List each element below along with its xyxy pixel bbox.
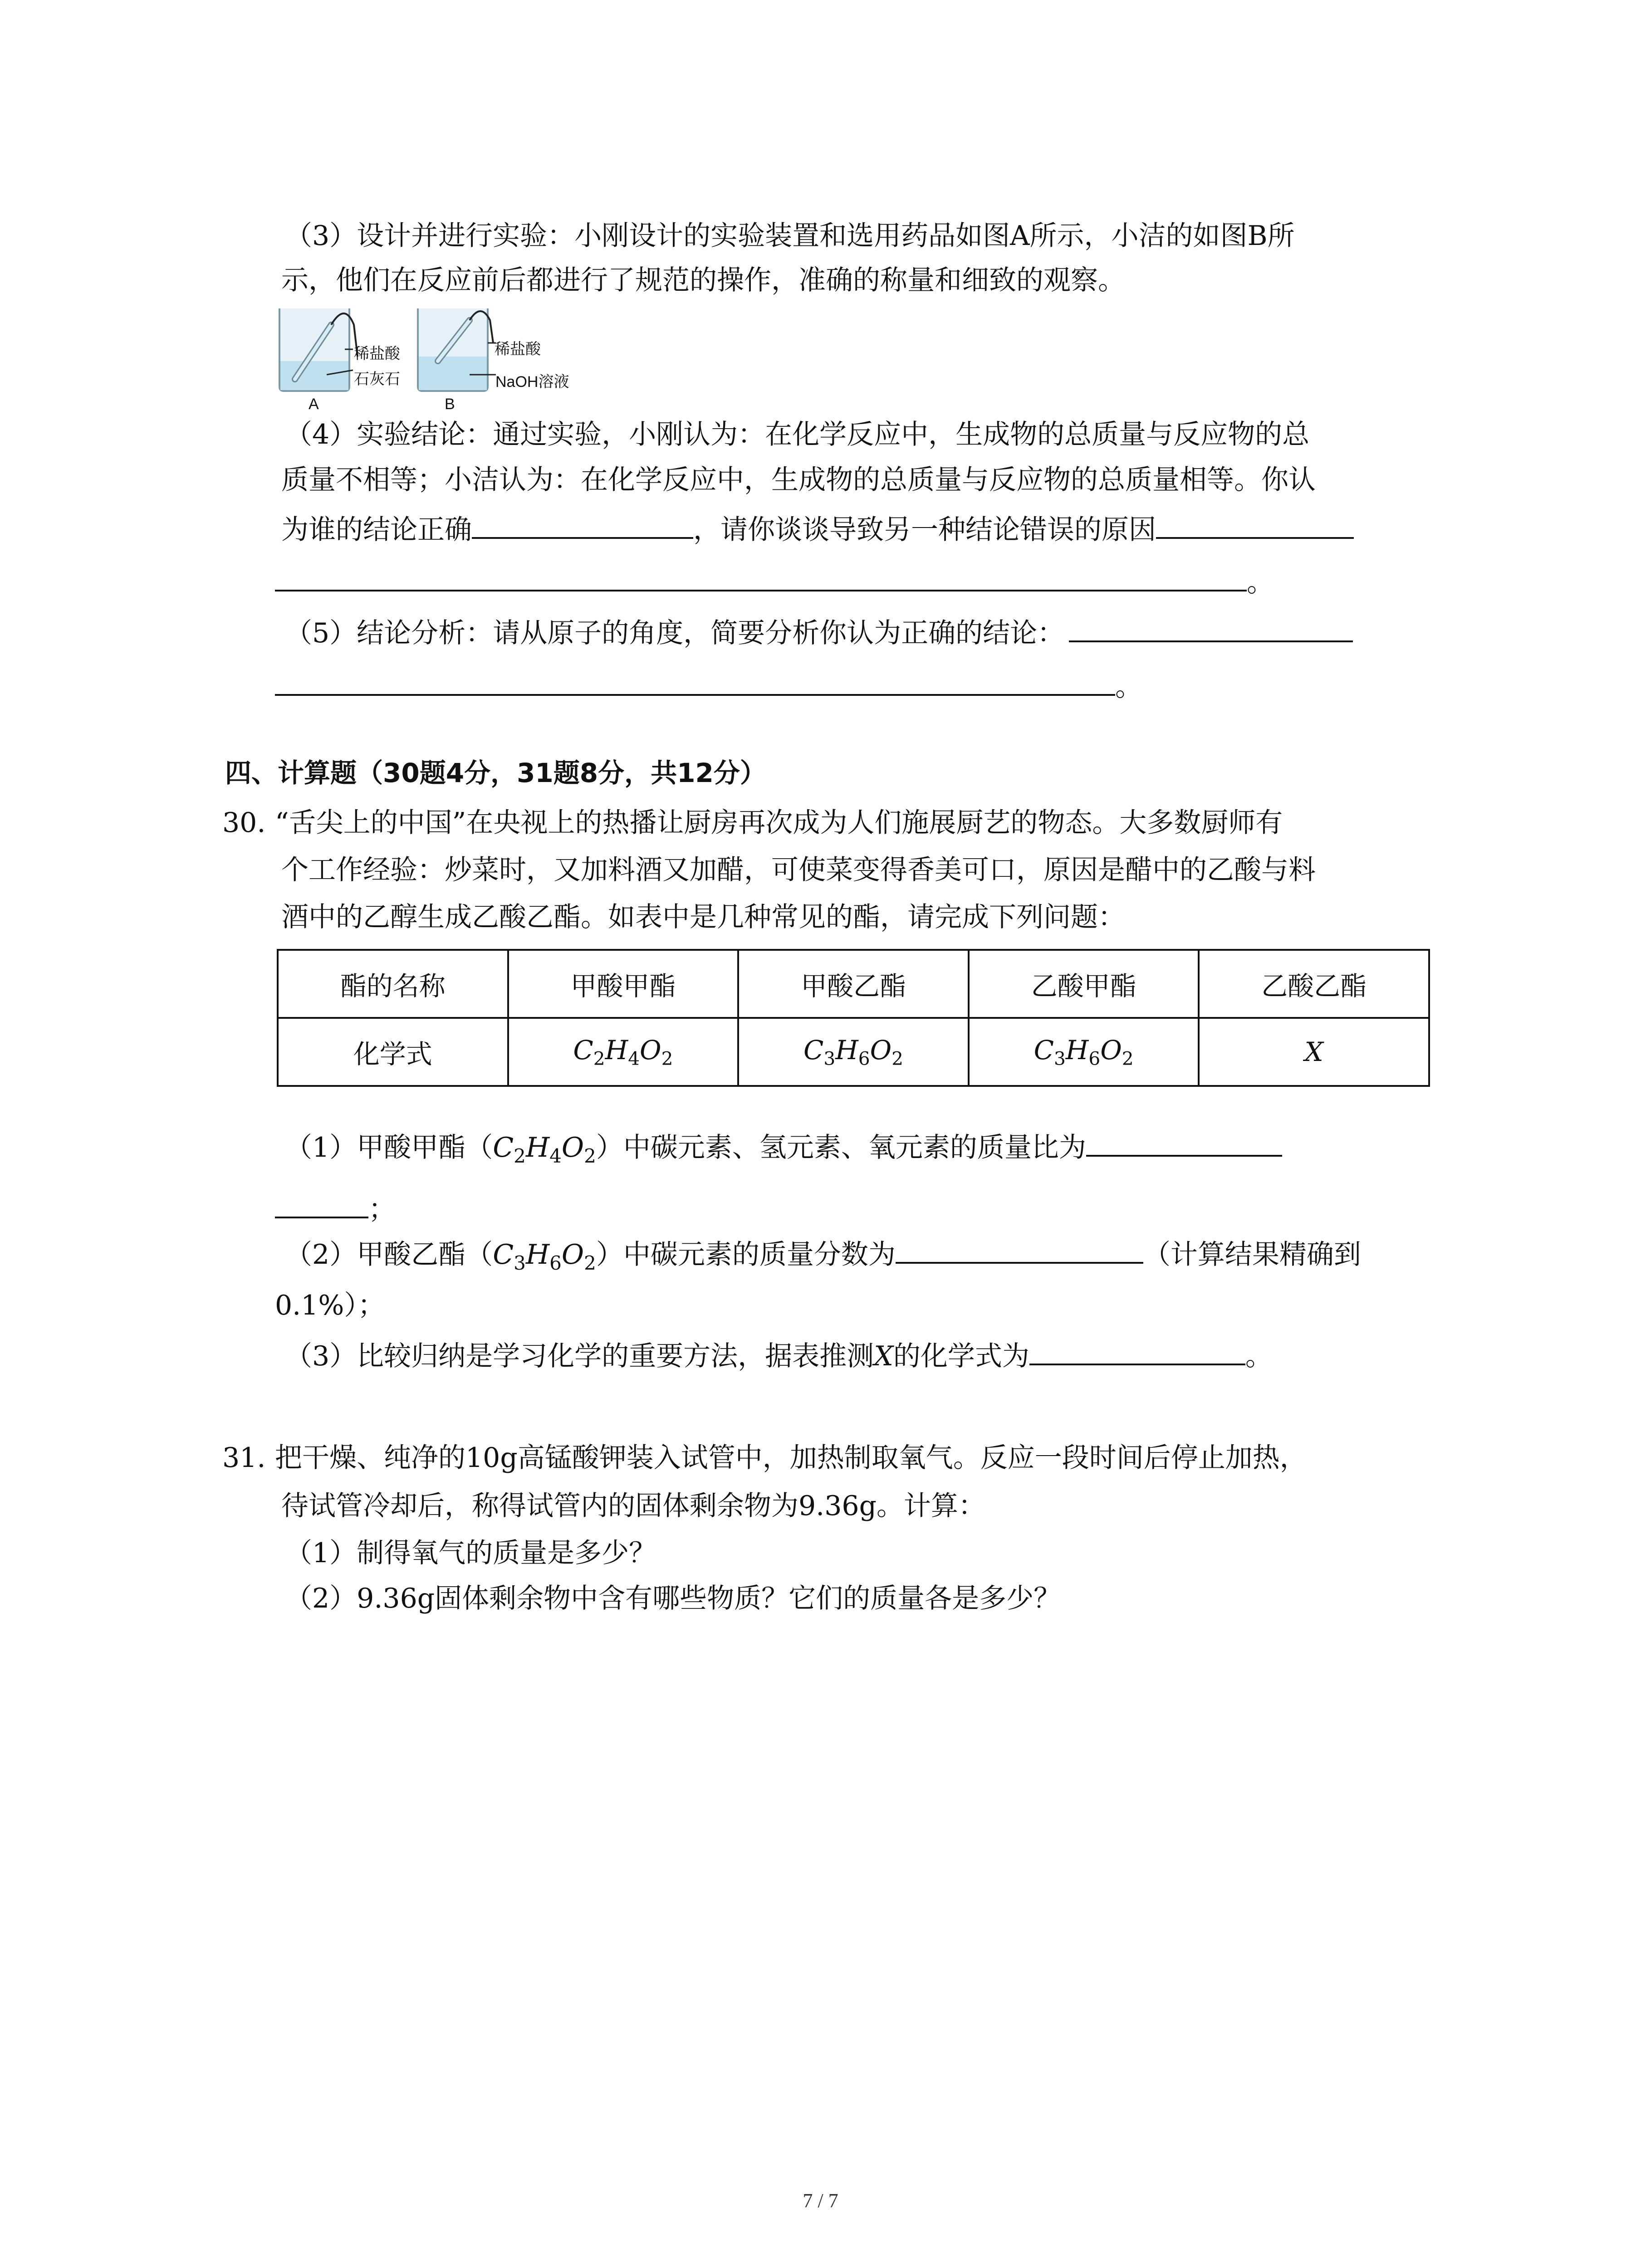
formula-cell: $C_3H_6O_2$ <box>738 1018 969 1086</box>
q5-line1 <box>285 615 1353 650</box>
q30-sub3-text-a: （3）比较归纳是学习化学的重要方法，据表推测 <box>285 1340 874 1372</box>
q30-sub2-formula: $C_3H_6O_2$ <box>493 1239 596 1274</box>
figure-b-naoh-label: NaOH溶液 <box>495 373 569 391</box>
q30-sub2-answer-blank[interactable] <box>896 1237 1143 1264</box>
page-number: 7 / 7 <box>803 2190 838 2212</box>
q30-sub2 <box>285 1237 1361 1281</box>
q30-line1: “舌尖上的中国”在央视上的热播让厨房再次成为人们施展厨艺的物态。大多数厨师有 <box>275 807 1283 839</box>
q31-sub2: （2）9.36g固体剩余物中含有哪些物质？它们的质量各是多少？ <box>285 1583 1061 1614</box>
q30-sub3-answer-blank[interactable] <box>1029 1338 1245 1365</box>
table-header-cell: 甲酸甲酯 <box>508 950 739 1018</box>
table-row-label: 化学式 <box>278 1018 508 1086</box>
beaker-b-icon <box>418 308 496 391</box>
q31-line2: 待试管冷却后，称得试管内的固体剩余物为9.36g。计算： <box>281 1490 986 1522</box>
q3-line1: （3）设计并进行实验：小刚设计的实验装置和选用药品如图A所示，小洁的如图B所 <box>285 220 1295 252</box>
q5-line2 <box>275 669 1142 704</box>
q30-sub1-end: ； <box>368 1193 396 1225</box>
q30-sub1-answer-blank[interactable] <box>1086 1129 1282 1157</box>
formula-cell: X <box>1199 1018 1429 1086</box>
q5-answer-blank[interactable] <box>1069 615 1353 642</box>
q30-sub1 <box>285 1129 1282 1173</box>
q5-end: 。 <box>1115 671 1142 703</box>
q31-number: 31. <box>222 1442 266 1474</box>
table-header-row <box>278 950 1429 1018</box>
q30-sub3 <box>285 1338 1273 1374</box>
q30-sub3-text-b: 的化学式为 <box>893 1340 1029 1372</box>
section-4-title: 四、计算题（30题4分，31题8分，共12分） <box>225 758 766 788</box>
q31-line1: 把干燥、纯净的10g高锰酸钾装入试管中，加热制取氧气。反应一段时间后停止加热， <box>275 1442 1307 1474</box>
q4-line3 <box>281 512 1354 547</box>
q30-sub1-cont <box>275 1191 396 1227</box>
q30-sub2-line2: 0.1%）； <box>275 1290 385 1321</box>
q30-sub3-x: X <box>874 1340 893 1372</box>
q30-line3: 酒中的乙醇生成乙酸乙酯。如表中是几种常见的酯，请完成下列问题： <box>281 901 1125 933</box>
q30-sub2-text-c: （计算结果精确到 <box>1143 1239 1361 1271</box>
q30-sub3-end: 。 <box>1245 1340 1273 1372</box>
table-header-cell: 酯的名称 <box>278 950 508 1018</box>
q30-sub1-text-b: ）中碳元素、氢元素、氧元素的质量比为 <box>596 1132 1086 1163</box>
figure-a-letter: A <box>309 396 319 413</box>
q31-sub1: （1）制得氧气的质量是多少？ <box>285 1537 656 1569</box>
figure-a-acid-label: 稀盐酸 <box>354 345 400 362</box>
q30-sub2-text-a: （2）甲酸乙酯（ <box>285 1239 493 1271</box>
q30-sub2-text-b: ）中碳元素的质量分数为 <box>596 1239 896 1271</box>
q4-line4 <box>275 564 1274 600</box>
q4-line1: （4）实验结论：通过实验，小刚认为：在化学反应中，生成物的总质量与反应物的总 <box>285 419 1310 450</box>
q4-end: 。 <box>1247 567 1274 598</box>
table-header-cell: 甲酸乙酯 <box>738 950 969 1018</box>
q30-number: 30. <box>222 807 266 839</box>
q5-answer-blank-cont[interactable] <box>275 669 1115 696</box>
figure-a-stone-label: 石灰石 <box>354 371 400 388</box>
q30-sub1-answer-blank-cont[interactable] <box>275 1191 368 1218</box>
ester-table <box>277 949 1430 1087</box>
q4-answer-blank-correct[interactable] <box>472 512 693 539</box>
q4-answer-blank-reason[interactable] <box>1156 512 1354 539</box>
q4-line3-text-a: 为谁的结论正确 <box>281 514 472 546</box>
q30-sub1-formula: $C_2H_4O_2$ <box>493 1132 596 1167</box>
q30-line2: 个工作经验：炒菜时，又加料酒又加醋，可使菜变得香美可口，原因是醋中的乙酸与料 <box>281 854 1316 886</box>
q30-sub1-text-a: （1）甲酸甲酯（ <box>285 1132 493 1163</box>
formula-cell: $C_3H_6O_2$ <box>969 1018 1199 1086</box>
q4-line3-text-b: ，请你谈谈导致另一种结论错误的原因 <box>693 514 1156 546</box>
beaker-a-icon <box>279 308 358 391</box>
table-header-cell: 乙酸乙酯 <box>1199 950 1429 1018</box>
q3-line2: 示，他们在反应前后都进行了规范的操作，准确的称量和细致的观察。 <box>281 264 1125 296</box>
table-header-cell: 乙酸甲酯 <box>969 950 1199 1018</box>
table-row <box>278 1018 1429 1086</box>
figure-b-acid-label: 稀盐酸 <box>495 341 541 358</box>
q5-text: （5）结论分析：请从原子的角度，简要分析你认为正确的结论： <box>285 617 1065 649</box>
figure-b-letter: B <box>445 396 455 413</box>
q4-answer-blank-reason-cont[interactable] <box>275 564 1247 591</box>
formula-cell: $C_2H_4O_2$ <box>508 1018 739 1086</box>
apparatus-figure <box>277 307 594 420</box>
q4-line2: 质量不相等；小洁认为：在化学反应中，生成物的总质量与反应物的总质量相等。你认 <box>281 464 1316 496</box>
